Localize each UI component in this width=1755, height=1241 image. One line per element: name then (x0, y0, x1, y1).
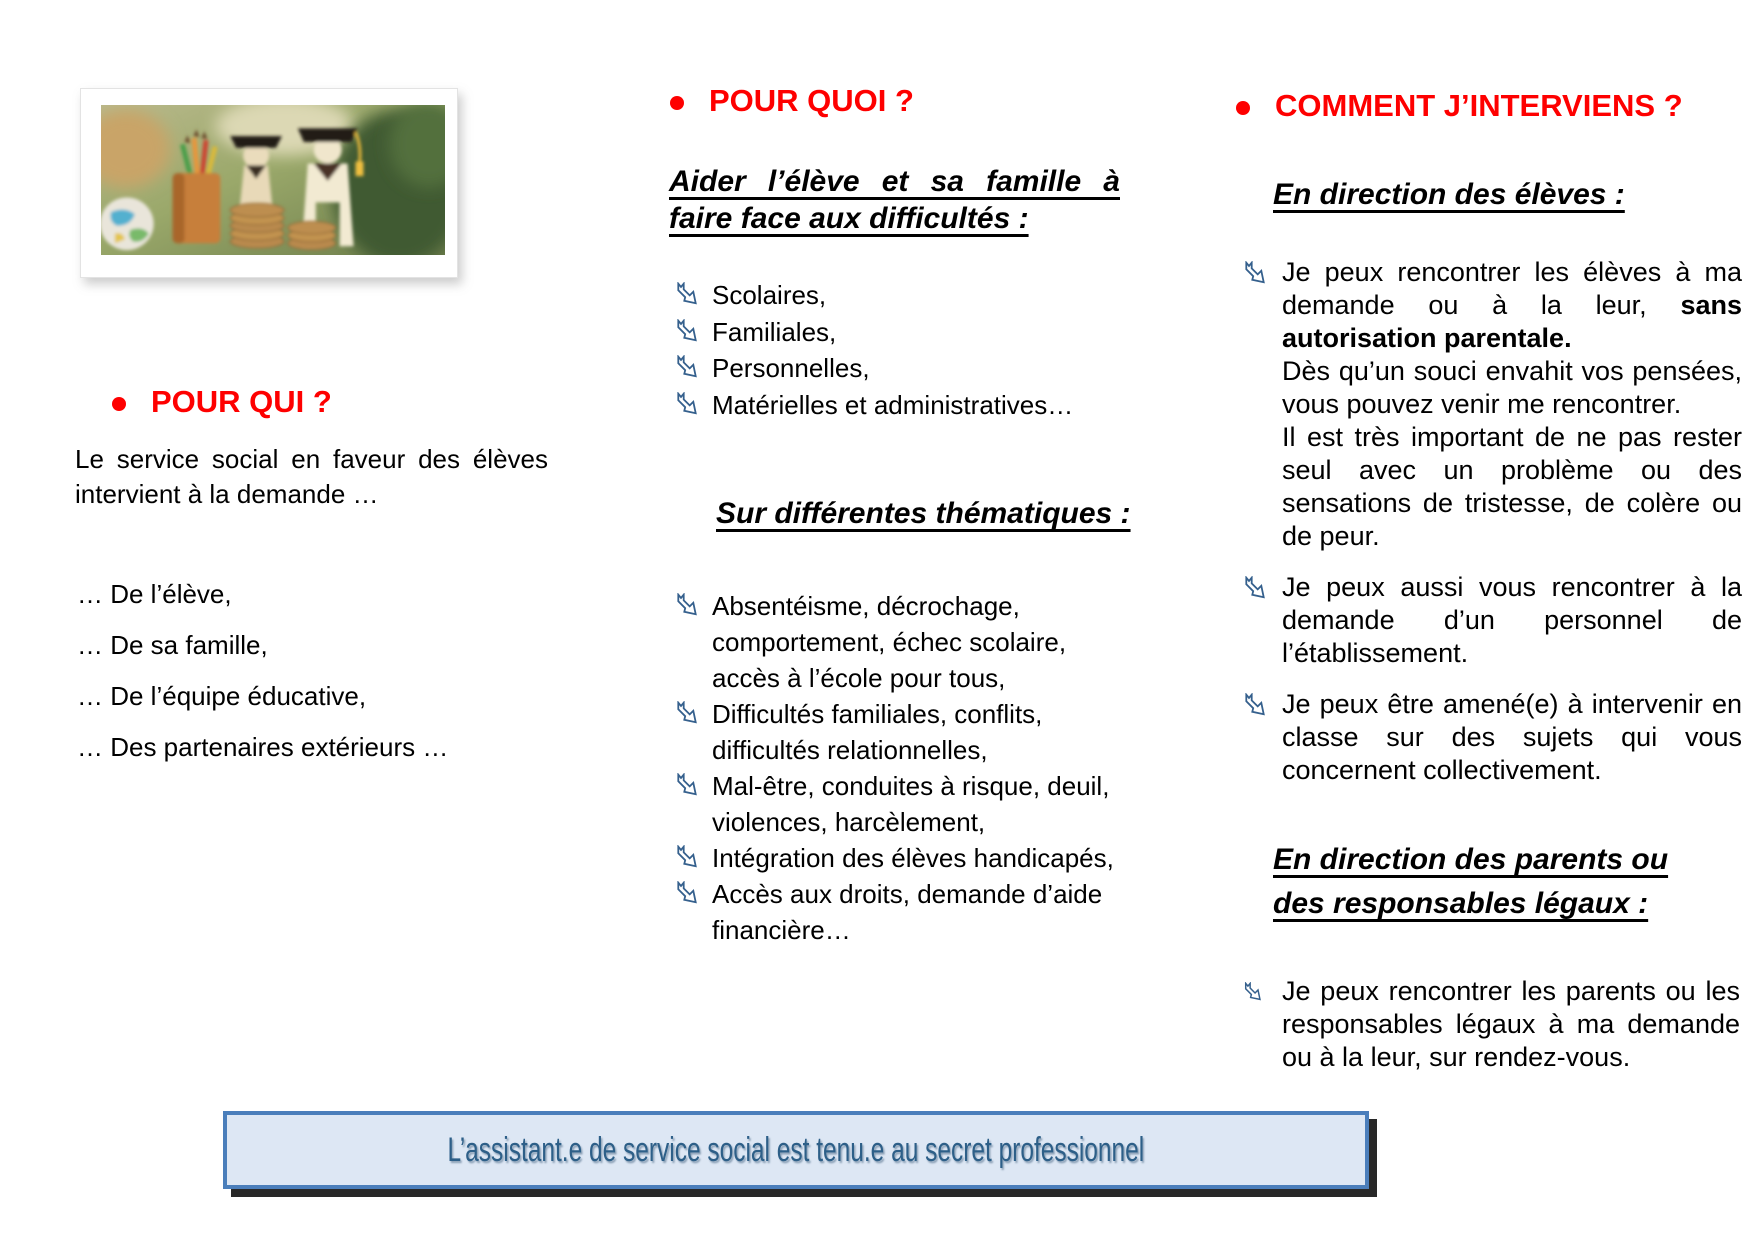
list-item-text: Je peux aussi vous rencontrer à la demande d’un personnel de l’établissement. (1282, 572, 1742, 668)
list-item-text: Accès aux droits, demande d’aide financière… (712, 879, 1103, 945)
section-heading-pour-quoi (670, 84, 914, 118)
down-right-arrow-icon (675, 282, 699, 307)
down-right-arrow-icon (675, 881, 699, 906)
down-right-arrow-icon (1243, 693, 1267, 718)
list-item-text: Mal-être, conduites à risque, deuil, violences, harcèlement, (712, 771, 1110, 837)
list-item (1243, 975, 1740, 1074)
list-item (1243, 256, 1742, 553)
mid-list-thematiques (675, 588, 1122, 948)
list-item-text: Personnelles, (712, 353, 870, 383)
down-right-arrow-icon (675, 701, 699, 726)
list-item (675, 277, 1115, 314)
down-right-arrow-icon (675, 392, 699, 417)
heading-text: COMMENT J’INTERVIENS ? (1275, 88, 1683, 123)
mid-list-difficultes (675, 277, 1115, 423)
down-right-arrow-icon (675, 355, 699, 380)
list-item (675, 350, 1115, 387)
list-item (675, 387, 1115, 424)
list-item: … De l’équipe éducative, (77, 681, 367, 711)
graduation-figures-photo (101, 105, 445, 255)
list-item (675, 768, 1122, 840)
bullet-dot-icon (112, 397, 126, 411)
down-right-arrow-icon (1243, 261, 1267, 286)
down-right-arrow-icon (1243, 576, 1267, 601)
bullet-dot-icon (1236, 101, 1250, 115)
list-item-text: Absentéisme, décrochage, comportement, échec scolaire, accès à l’école pour tous, (712, 591, 1067, 693)
right-subheading-parents: En direction des parents ou des responsables légaux : (1273, 843, 1669, 920)
list-item-paragraph (1282, 256, 1742, 355)
heading-text: POUR QUI ? (151, 384, 332, 419)
down-right-arrow-icon (1243, 982, 1263, 1003)
right-list-parents (1243, 975, 1740, 1074)
list-item-text: Je peux être amené(e) à intervenir en classe sur des sujets qui vous concernent collectivement. (1282, 689, 1742, 785)
heading-text: POUR QUOI ? (709, 83, 914, 118)
left-items-list (77, 578, 448, 782)
section-heading-pour-qui (112, 385, 332, 419)
right-subheading-eleves: En direction des élèves : (1273, 178, 1625, 211)
brochure-photo-frame (80, 88, 458, 278)
list-item (675, 314, 1115, 351)
list-item-text: Je peux rencontrer les élèves à ma demande ou à la leur, (1282, 257, 1742, 320)
mid-subheading-2: Sur différentes thématiques : (716, 497, 1131, 530)
list-item-paragraph: Il est très important de ne pas rester seul avec un problème ou des sensations de tristesse, de colère ou de peur. (1282, 422, 1742, 551)
secret-professionnel-banner (223, 1111, 1369, 1189)
list-item: … Des partenaires extérieurs … (77, 732, 449, 762)
list-item (675, 696, 1122, 768)
mid-subheading-1: Aider l’élève et sa famille à faire face aux difficultés : (669, 165, 1120, 235)
section-heading-comment (1236, 89, 1683, 123)
list-item-text: Scolaires, (712, 280, 827, 310)
down-right-arrow-icon (675, 593, 699, 618)
list-item (675, 876, 1122, 948)
list-item (1243, 571, 1742, 670)
globe (101, 198, 154, 251)
list-item (675, 840, 1122, 876)
list-item-text: Intégration des élèves handicapés, (712, 843, 1114, 873)
list-item-text: Je peux rencontrer les parents ou les responsables légaux à ma demande ou à la leur, sur rendez-vous. (1282, 976, 1740, 1072)
banner-text: L’assistant.e de service social est tenu.e au secret professionnel (447, 1130, 1145, 1169)
bullet-dot-icon (670, 96, 684, 110)
down-right-arrow-icon (675, 773, 699, 798)
list-item-text: Matérielles et administratives… (712, 389, 1074, 420)
left-intro-paragraph: Le service social en faveur des élèves intervient à la demande … (75, 444, 548, 509)
bold-text: sans autorisation parentale. (1282, 290, 1742, 353)
down-right-arrow-icon (675, 319, 699, 344)
list-item-text: Difficultés familiales, conflits, difficultés relationnelles, (712, 699, 1043, 765)
right-list-eleves (1243, 256, 1742, 787)
list-item (1243, 688, 1742, 787)
list-item (675, 588, 1122, 696)
list-item-text: Familiales, (712, 316, 837, 347)
list-item: … De sa famille, (77, 630, 268, 660)
list-item: … De l’élève, (77, 579, 232, 609)
list-item-paragraph: Dès qu’un souci envahit vos pensées, vous pouvez venir me rencontrer. (1282, 356, 1742, 419)
down-right-arrow-icon (675, 845, 699, 870)
